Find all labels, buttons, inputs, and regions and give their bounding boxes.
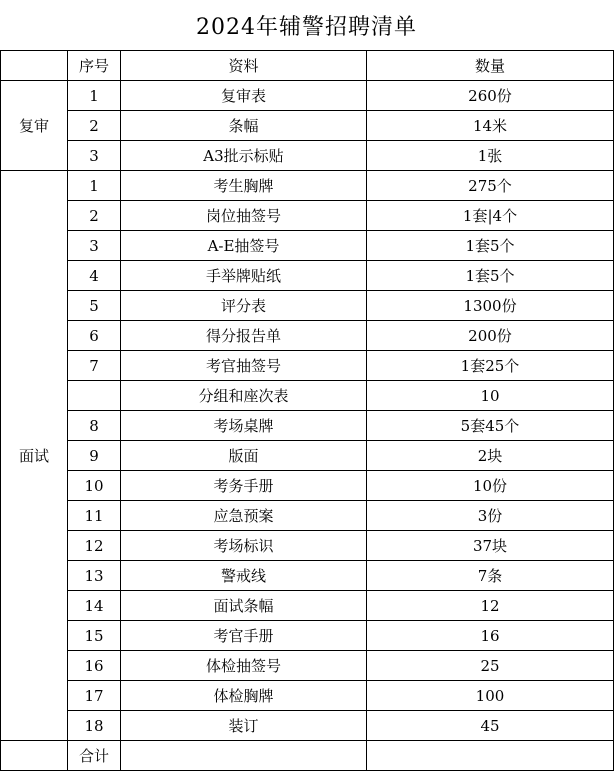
table-row (1, 561, 614, 591)
table-row (1, 231, 614, 261)
row-number: 11 (68, 501, 121, 531)
row-number: 10 (68, 471, 121, 501)
row-quantity: 25 (367, 651, 614, 681)
table-row (1, 591, 614, 621)
row-number: 8 (68, 411, 121, 441)
table-row (1, 111, 614, 141)
row-number: 1 (68, 81, 121, 111)
row-quantity: 260份 (367, 81, 614, 111)
row-number: 14 (68, 591, 121, 621)
table-row (1, 441, 614, 471)
table-row (1, 621, 614, 651)
table-row (1, 171, 614, 201)
row-number: 3 (68, 141, 121, 171)
table-row (1, 261, 614, 291)
row-item: 版面 (121, 441, 367, 471)
row-number: 16 (68, 651, 121, 681)
page-title: 2024年辅警招聘清单 (196, 14, 417, 40)
row-quantity: 5套45个 (367, 411, 614, 441)
row-quantity: 10 (367, 381, 614, 411)
row-number: 7 (68, 351, 121, 381)
table-row (1, 681, 614, 711)
row-number: 15 (68, 621, 121, 651)
total-quantity (367, 741, 614, 771)
header-quantity: 数量 (367, 51, 614, 81)
header-number: 序号 (68, 51, 121, 81)
row-item: 体检胸牌 (121, 681, 367, 711)
header-row (1, 51, 614, 81)
row-number: 1 (68, 171, 121, 201)
row-quantity: 1套25个 (367, 351, 614, 381)
row-quantity: 3份 (367, 501, 614, 531)
row-number: 17 (68, 681, 121, 711)
row-quantity: 100 (367, 681, 614, 711)
row-item: 手举牌贴纸 (121, 261, 367, 291)
row-item: 体检抽签号 (121, 651, 367, 681)
row-number (68, 381, 121, 411)
total-row (1, 741, 614, 771)
row-number: 2 (68, 111, 121, 141)
row-quantity: 14米 (367, 111, 614, 141)
table-row (1, 501, 614, 531)
table-row (1, 141, 614, 171)
row-number: 3 (68, 231, 121, 261)
row-number: 9 (68, 441, 121, 471)
row-number: 2 (68, 201, 121, 231)
table-row (1, 471, 614, 501)
row-item: 分组和座次表 (121, 381, 367, 411)
row-number: 18 (68, 711, 121, 741)
row-quantity: 2块 (367, 441, 614, 471)
header-category (1, 51, 68, 81)
row-quantity: 45 (367, 711, 614, 741)
header-item: 资料 (121, 51, 367, 81)
total-label: 合计 (68, 741, 121, 771)
row-item: 条幅 (121, 111, 367, 141)
row-number: 4 (68, 261, 121, 291)
table-row (1, 201, 614, 231)
row-item: 评分表 (121, 291, 367, 321)
row-item: 岗位抽签号 (121, 201, 367, 231)
table-row (1, 81, 614, 111)
total-item (121, 741, 367, 771)
row-quantity: 200份 (367, 321, 614, 351)
row-item: 应急预案 (121, 501, 367, 531)
row-item: 考务手册 (121, 471, 367, 501)
row-item: 得分报告单 (121, 321, 367, 351)
table-row (1, 531, 614, 561)
group-label: 面试 (1, 171, 68, 741)
table-row (1, 411, 614, 441)
row-number: 12 (68, 531, 121, 561)
row-number: 5 (68, 291, 121, 321)
row-quantity: 1套5个 (367, 231, 614, 261)
row-quantity: 7条 (367, 561, 614, 591)
row-item: 警戒线 (121, 561, 367, 591)
row-quantity: 10份 (367, 471, 614, 501)
row-number: 13 (68, 561, 121, 591)
row-item: 复审表 (121, 81, 367, 111)
row-item: 考官手册 (121, 621, 367, 651)
row-item: 考场标识 (121, 531, 367, 561)
row-quantity: 1张 (367, 141, 614, 171)
row-number: 6 (68, 321, 121, 351)
row-item: A3批示标贴 (121, 141, 367, 171)
row-quantity: 1套5个 (367, 261, 614, 291)
table-row (1, 291, 614, 321)
row-item: 面试条幅 (121, 591, 367, 621)
group-label: 复审 (1, 81, 68, 171)
total-category-cell (1, 741, 68, 771)
row-item: 考场桌牌 (121, 411, 367, 441)
row-item: A-E抽签号 (121, 231, 367, 261)
row-quantity: 37块 (367, 531, 614, 561)
row-quantity: 275个 (367, 171, 614, 201)
row-quantity: 16 (367, 621, 614, 651)
row-item: 装订 (121, 711, 367, 741)
row-quantity: 12 (367, 591, 614, 621)
row-item: 考官抽签号 (121, 351, 367, 381)
table-row (1, 651, 614, 681)
table-row (1, 351, 614, 381)
checklist-table (0, 50, 614, 771)
row-quantity: 1300份 (367, 291, 614, 321)
table-row (1, 321, 614, 351)
row-item: 考生胸牌 (121, 171, 367, 201)
table-row (1, 381, 614, 411)
table-body (1, 51, 614, 771)
row-quantity: 1套|4个 (367, 201, 614, 231)
table-row (1, 711, 614, 741)
